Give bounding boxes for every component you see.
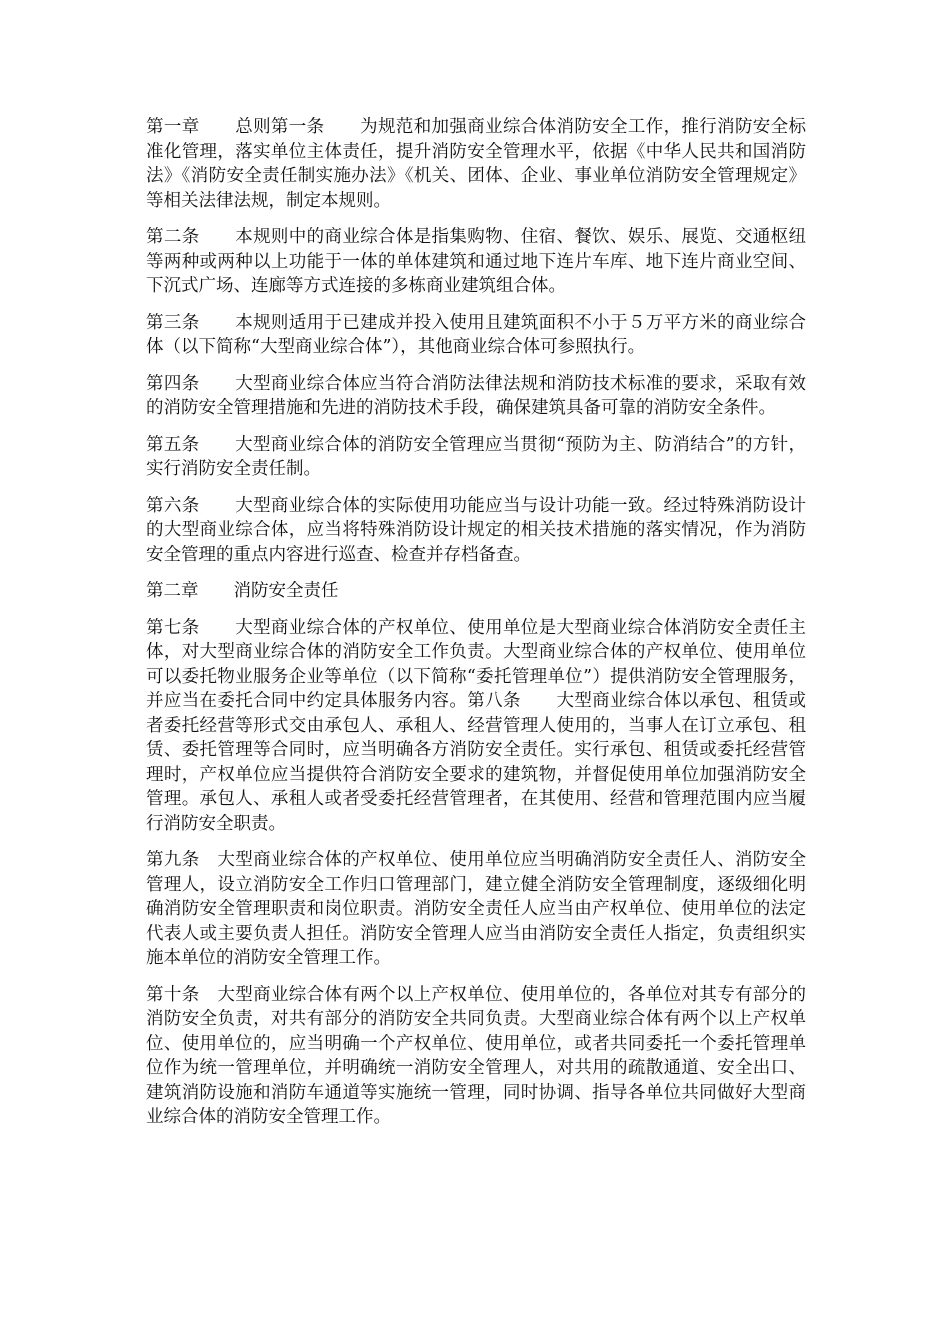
paragraph-article-10: 第十条 大型商业综合体有两个以上产权单位、使用单位的，各单位对其专有部分的消防安全负责，对共有部分的消防安全共同负责。大型商业综合体有两个以上产权单位、使用单位的，应当明确一个产权单位、使用单位，或者共同委托一个委托管理单位作为统一管理单位，并明确统一消防安全管理人，对共用的疏散通道、安全出口、建筑消防设施和消防车通道等实施统一管理，同时协调、指导各单位共同做好大型商业综合体的消防安全管理工作。	[146, 984, 806, 1127]
paragraph-article-7-8: 第七条 大型商业综合体的产权单位、使用单位是大型商业综合体消防安全责任主体，对大型商业综合体的消防安全工作负责。大型商业综合体的产权单位、使用单位可以委托物业服务企业等单位（以下简称“委托管理单位”）提供消防安全管理服务，并应当在委托合同中约定具体服务内容。第八条 大型商业综合体以承包、租赁或者委托经营等形式交由承包人、承租人、经营管理人使用的，当事人在订立承包、租赁、委托管理等合同时，应当明确各方消防安全责任。实行承包、租赁或委托经营管理时，产权单位应当提供符合消防安全要求的建筑物，并督促使用单位加强消防安全管理。承包人、承租人或者受委托经营管理者，在其使用、经营和管理范围内应当履行消防安全职责。	[146, 617, 806, 834]
paragraph-article-4: 第四条 大型商业综合体应当符合消防法律法规和消防技术标准的要求，采取有效的消防安全管理措施和先进的消防技术手段，确保建筑具备可靠的消防安全条件。	[146, 373, 806, 418]
paragraph-article-9: 第九条 大型商业综合体的产权单位、使用单位应当明确消防安全责任人、消防安全管理人，设立消防安全工作归口管理部门，建立健全消防安全管理制度，逐级细化明确消防安全管理职责和岗位职责。消防安全责任人应当由产权单位、使用单位的法定代表人或主要负责人担任。消防安全管理人应当由消防安全责任人指定，负责组织实施本单位的消防安全管理工作。	[146, 850, 806, 968]
paragraph-chapter-1-article-1: 第一章 总则第一条 为规范和加强商业综合体消防安全工作，推行消防安全标准化管理，落实单位主体责任，提升消防安全管理水平，依据《中华人民共和国消防法》《消防安全责任制实施办法》《机关、团体、企业、事业单位消防安全管理规定》等相关法律法规，制定本规则。	[146, 117, 806, 211]
document-body	[146, 115, 806, 1142]
paragraph-article-6: 第六条 大型商业综合体的实际使用功能应当与设计功能一致。经过特殊消防设计的大型商业综合体，应当将特殊消防设计规定的相关技术措施的落实情况，作为消防安全管理的重点内容进行巡查、检查并存档备查。	[146, 495, 806, 565]
chapter-2-heading: 第二章 消防安全责任	[146, 581, 339, 601]
paragraph-article-5: 第五条 大型商业综合体的消防安全管理应当贯彻“预防为主、防消结合”的方针，实行消防安全责任制。	[146, 434, 806, 479]
paragraph-article-2: 第二条 本规则中的商业综合体是指集购物、住宿、餐饮、娱乐、展览、交通枢纽等两种或两种以上功能于一体的单体建筑和通过地下连片车库、地下连片商业空间、下沉式广场、连廊等方式连接的多栋商业建筑组合体。	[146, 227, 806, 296]
paragraph-article-3: 第三条 本规则适用于已建成并投入使用且建筑面积不小于５万平方米的商业综合体（以下简称“大型商业综合体”），其他商业综合体可参照执行。	[146, 312, 806, 357]
